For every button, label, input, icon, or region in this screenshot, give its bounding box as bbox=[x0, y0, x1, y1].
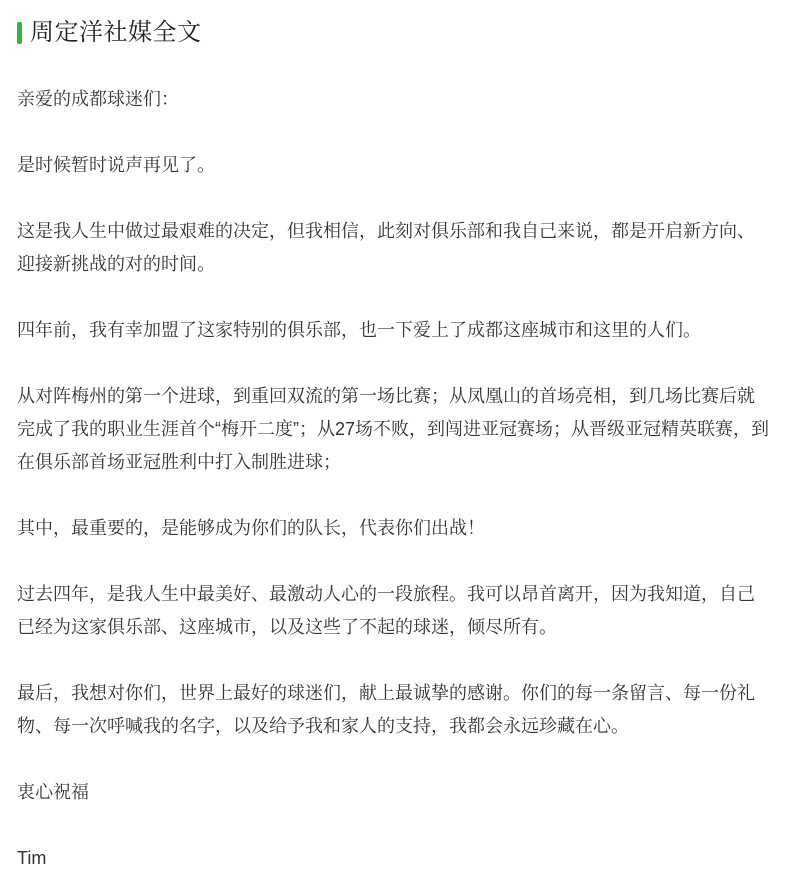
closing-wish: 衷心祝福 bbox=[17, 782, 89, 802]
paragraph-farewell: 是时候暂时说声再见了。 bbox=[17, 155, 215, 175]
article-title-text: 周定洋社媒全文 bbox=[30, 19, 202, 46]
signature: Tim bbox=[17, 848, 47, 868]
article bbox=[0, 16, 787, 875]
paragraph-joining: 四年前，我有幸加盟了这家特别的俱乐部，也一下爱上了成都这座城市和这里的人们。 bbox=[17, 320, 701, 340]
paragraph-captain: 其中，最重要的，是能够成为你们的队长，代表你们出战！ bbox=[17, 518, 485, 538]
paragraph-salutation: 亲爱的成都球迷们： bbox=[17, 89, 179, 109]
paragraph-milestones: 从对阵梅州的第一个进球，到重回双流的第一场比赛；从凤凰山的首场亮相，到几场比赛后就完成了我的职业生涯首个“梅开二度”；从27场不败，到闯进亚冠赛场；从晋级亚冠精英联赛，到在俱乐部首场亚冠胜利中打入制胜进球； bbox=[17, 386, 770, 472]
paragraph-thanks: 最后，我想对你们，世界上最好的球迷们，献上最诚挚的感谢。你们的每一条留言、每一份礼物、每一次呼喊我的名字，以及给予我和家人的支持，我都会永远珍藏在心。 bbox=[17, 683, 755, 736]
paragraph-decision: 这是我人生中做过最艰难的决定，但我相信，此刻对俱乐部和我自己来说，都是开启新方向、迎接新挑战的对的时间。 bbox=[17, 221, 755, 274]
paragraph-journey: 过去四年，是我人生中最美好、最激动人心的一段旅程。我可以昂首离开，因为我知道，自己已经为这家俱乐部、这座城市，以及这些了不起的球迷，倾尽所有。 bbox=[17, 584, 755, 637]
title-accent-bar-icon bbox=[17, 22, 22, 44]
article-title bbox=[17, 16, 770, 50]
